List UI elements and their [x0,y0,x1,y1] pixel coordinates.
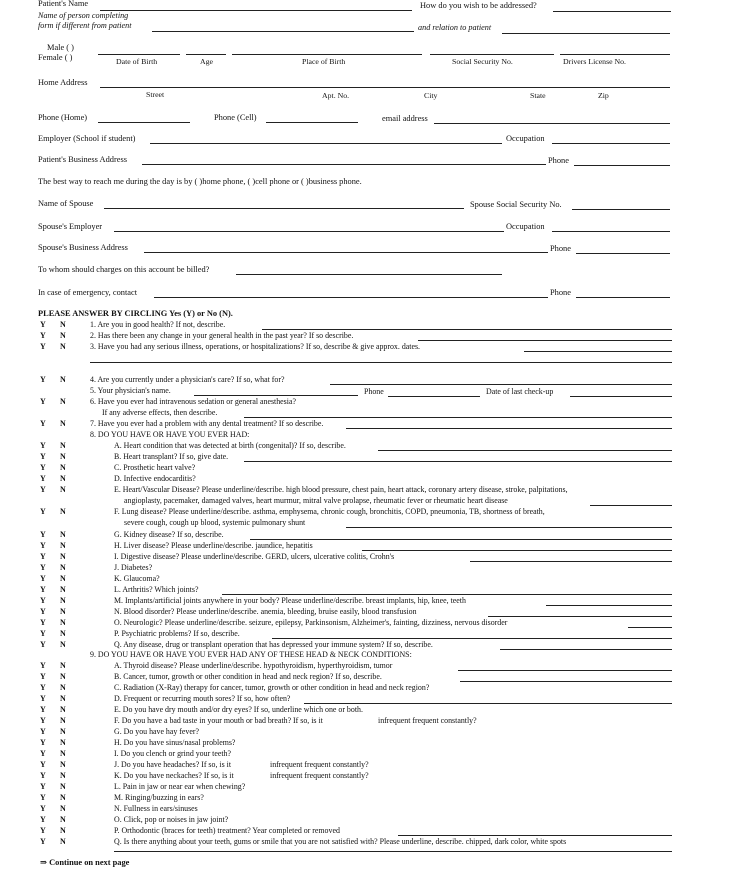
business-address-line[interactable] [142,164,546,165]
emergency-line[interactable] [154,297,548,298]
male-option[interactable]: Male ( ) [47,43,74,52]
patient-name-label: Patient's Name [38,0,89,8]
phone-cell-label: Phone (Cell) [214,113,257,122]
answer-yes[interactable]: Y [40,607,46,616]
q1-line[interactable] [262,329,672,330]
answer-no[interactable]: N [60,727,66,736]
question-9f: F. Do you have a bad taste in your mouth or bad breath? If so, is it [114,716,323,725]
answer-no[interactable]: N [60,793,66,802]
best-way-text[interactable]: The best way to reach me during the day is by ( )home phone, ( )cell phone or ( )business phone. [38,177,362,186]
answer-no[interactable]: N [60,375,66,384]
answer-no[interactable]: N [60,331,66,340]
email-line[interactable] [434,123,670,124]
q8i-line[interactable] [470,561,672,562]
answer-yes[interactable]: Y [40,837,46,846]
q5-name-line[interactable] [194,395,358,396]
answer-no[interactable]: N [60,563,66,572]
q5-checkup-label: Date of last check-up [486,387,554,396]
answer-yes[interactable]: Y [40,419,46,428]
spouse-business-address-label: Spouse's Business Address [38,243,128,252]
answer-no[interactable]: N [60,826,66,835]
question-1: 1. Are you in good health? If not, describe. [90,320,226,329]
patient-name-line[interactable] [100,10,412,11]
q8m-line[interactable] [546,605,672,606]
answer-yes[interactable]: Y [40,541,46,550]
answer-no[interactable]: N [60,760,66,769]
answer-yes[interactable]: Y [40,749,46,758]
answer-no[interactable]: N [60,342,66,351]
answer-yes[interactable]: Y [40,771,46,780]
answer-no[interactable]: N [60,661,66,670]
answer-yes[interactable]: Y [40,507,46,516]
answer-no[interactable]: N [60,683,66,692]
answer-yes[interactable]: Y [40,694,46,703]
answer-no[interactable]: N [60,716,66,725]
question-8j: J. Diabetes? [114,563,153,572]
answer-no[interactable]: N [60,441,66,450]
city-label: City [424,91,438,100]
home-address-line[interactable] [100,87,670,88]
question-8e-cont: angioplasty, pacemaker, damaged valves, heart murmur, mitral valve prolapse, rheumatic fever or rheumatic heart disease [124,496,508,505]
question-8m: M. Implants/artificial joints anywhere in your body? Please underline/describe. breast implants, hip, knee, teeth [114,596,466,605]
spouse-occupation-label: Occupation [506,222,545,231]
charges-line[interactable] [236,274,502,275]
q5-phone-line[interactable] [388,396,480,397]
completing-label-2: form if different from patient [38,21,132,30]
addressed-line[interactable] [553,11,671,12]
business-phone-label: Phone [548,156,569,165]
q9q-line[interactable] [114,851,672,852]
occupation-line[interactable] [552,143,670,144]
q7-line[interactable] [346,428,672,429]
question-8p: P. Psychiatric problems? If so, describe. [114,629,240,638]
questions-heading: PLEASE ANSWER BY CIRCLING Yes (Y) or No (N). [38,309,233,318]
employer-line[interactable] [150,143,502,144]
q8h-line[interactable] [362,550,672,551]
q8o-line[interactable] [628,627,672,628]
answer-yes[interactable]: Y [40,563,46,572]
q9p-line[interactable] [398,835,672,836]
employer-label: Employer (School if student) [38,134,136,143]
question-8e: E. Heart/Vascular Disease? Please underline/describe. high blood pressure, chest pain, heart attack, coronary artery disease, stroke, palpitations, [114,485,568,494]
question-8d: D. Infective endocarditis? [114,474,196,483]
answer-no[interactable]: N [60,837,66,846]
answer-no[interactable]: N [60,320,66,329]
business-phone-line[interactable] [574,165,670,166]
email-label: email address [382,114,428,123]
question-8f-cont: severe cough, cough up blood, systemic pulmonary shunt [124,518,306,527]
charges-label: To whom should charges on this account be billed? [38,265,210,274]
answer-no[interactable]: N [60,738,66,747]
answer-yes[interactable]: Y [40,672,46,681]
answer-no[interactable]: N [60,618,66,627]
answer-yes[interactable]: Y [40,596,46,605]
answer-yes[interactable]: Y [40,738,46,747]
q4-line[interactable] [330,384,672,385]
answer-no[interactable]: N [60,694,66,703]
question-9d: D. Frequent or recurring mouth sores? If so, how often? [114,694,291,703]
ssn-label: Social Security No. [452,57,513,66]
question-5: 5. Your physician's name. [90,386,171,395]
q8a-line[interactable] [378,450,672,451]
answer-yes[interactable]: Y [40,530,46,539]
q5-phone-label: Phone [364,387,384,396]
answer-no[interactable]: N [60,552,66,561]
answer-yes[interactable]: Y [40,485,46,494]
answer-no[interactable]: N [60,804,66,813]
answer-yes[interactable]: Y [40,640,46,649]
question-9k: K. Do you have neckaches? If so, is it [114,771,234,780]
spouse-occupation-line[interactable] [552,231,670,232]
answer-yes[interactable]: Y [40,661,46,670]
answer-no[interactable]: N [60,596,66,605]
question-8o: O. Neurologic? Please underline/describe. seizure, epilepsy, Parkinsonism, Alzheimer's, fainting, dizziness, nervous disorder [114,618,508,627]
q9f-options[interactable]: infrequent frequent constantly? [378,716,477,725]
street-label: Street [146,90,165,99]
spouse-ssn-label: Spouse Social Security No. [470,200,562,209]
answer-no[interactable]: N [60,815,66,824]
question-3: 3. Have you had any serious illness, operations, or hospitalizations? If so, describe & give approx. dates. [90,342,421,351]
question-9e: E. Do you have dry mouth and/or dry eyes? If so, underline which one or both. [114,705,363,714]
answer-yes[interactable]: Y [40,826,46,835]
business-address-label: Patient's Business Address [38,155,127,164]
phone-home-label: Phone (Home) [38,113,88,122]
question-9q: Q. Is there anything about your teeth, gums or smile that you are not satisfied with? Please underline, describe. chipped, dark color, white spots [114,837,567,846]
question-9: 9. DO YOU HAVE OR HAVE YOU EVER HAD ANY OF THESE HEAD & NECK CONDITIONS: [90,650,412,659]
answer-yes[interactable]: Y [40,683,46,692]
completing-label-1: Name of person completing [38,11,129,20]
answer-no[interactable]: N [60,463,66,472]
answer-no[interactable]: N [60,474,66,483]
question-6b: If any adverse effects, then describe. [102,408,218,417]
q8f-line[interactable] [346,527,672,528]
answer-yes[interactable]: Y [40,320,46,329]
answer-yes[interactable]: Y [40,331,46,340]
question-4: 4. Are you currently under a physician's care? If so, what for? [90,375,285,384]
answer-yes[interactable]: Y [40,342,46,351]
answer-no[interactable]: N [60,541,66,550]
q8p-line[interactable] [272,638,672,639]
answer-yes[interactable]: Y [40,815,46,824]
q8b-line[interactable] [244,461,672,462]
q8e-line[interactable] [590,505,672,506]
phone-cell-line[interactable] [266,122,358,123]
answer-yes[interactable]: Y [40,585,46,594]
q8l-line[interactable] [222,594,672,595]
question-7: 7. Have you ever had a problem with any dental treatment? If so describe. [90,419,324,428]
q9k-options[interactable]: infrequent frequent constantly? [270,771,369,780]
dob-line[interactable] [98,54,180,55]
spouse-business-address-line[interactable] [144,252,548,253]
answer-no[interactable]: N [60,397,66,406]
answer-no[interactable]: N [60,705,66,714]
question-9o: O. Click, pop or noises in jaw joint? [114,815,229,824]
answer-yes[interactable]: Y [40,629,46,638]
ssn-line[interactable] [430,54,554,55]
answer-no[interactable]: N [60,640,66,649]
answer-yes[interactable]: Y [40,574,46,583]
answer-no[interactable]: N [60,607,66,616]
question-6: 6. Have you ever had intravenous sedation or general anesthesia? [90,397,296,406]
answer-no[interactable]: N [60,419,66,428]
question-8q: Q. Any disease, drug or transplant operation that has depressed your immune system? If so, describe. [114,640,433,649]
q3-line[interactable] [524,351,672,352]
q9a-line[interactable] [458,670,672,671]
q5-checkup-line[interactable] [570,396,672,397]
age-line[interactable] [186,54,226,55]
question-9j: J. Do you have headaches? If so, is it [114,760,232,769]
question-8n: N. Blood disorder? Please underline/describe. anemia, bleeding, bruise easily, blood transfusion [114,607,417,616]
q8q-line[interactable] [500,649,672,650]
question-8h: H. Liver disease? Please underline/describe. jaundice, hepatitis [114,541,313,550]
dob-label: Date of Birth [116,57,158,66]
answer-yes[interactable]: Y [40,727,46,736]
question-8l: L. Arthritis? Which joints? [114,585,199,594]
question-9l: L. Pain in jaw or near ear when chewing? [114,782,246,791]
q9j-options[interactable]: infrequent frequent constantly? [270,760,369,769]
answer-no[interactable]: N [60,530,66,539]
question-9c: C. Radiation (X-Ray) therapy for cancer, tumor, growth or other condition in head and neck region? [114,683,430,692]
answer-no[interactable]: N [60,574,66,583]
phone-home-line[interactable] [98,122,190,123]
question-9h: H. Do you have sinus/nasal problems? [114,738,236,747]
question-8i: I. Digestive disease? Please underline/describe. GERD, ulcers, ulcerative colitis, Crohn's [114,552,395,561]
q3-line-2[interactable] [90,362,672,363]
answer-no[interactable]: N [60,485,66,494]
question-8c: C. Prosthetic heart valve? [114,463,196,472]
question-8b: B. Heart transplant? If so, give date. [114,452,229,461]
age-label: Age [200,57,213,66]
question-9b: B. Cancer, tumor, growth or other condition in head and neck region? If so, describe. [114,672,382,681]
answer-yes[interactable]: Y [40,793,46,802]
relation-label: and relation to patient [418,23,492,32]
answer-yes[interactable]: Y [40,716,46,725]
question-9m: M. Ringing/buzzing in ears? [114,793,204,802]
question-8a: A. Heart condition that was detected at birth (congenital)? If so, describe. [114,441,346,450]
pob-label: Place of Birth [302,57,346,66]
dl-label: Drivers License No. [563,57,627,66]
question-2: 2. Has there been any change in your general health in the past year? If so describe. [90,331,354,340]
occupation-label: Occupation [506,134,545,143]
question-9a: A. Thyroid disease? Please underline/describe. hypothyroidism, hyperthyroidism, tumor [114,661,393,670]
question-8k: K. Glaucoma? [114,574,160,583]
q8n-line[interactable] [488,616,672,617]
spouse-phone-line[interactable] [576,253,670,254]
emergency-label: In case of emergency, contact [38,288,138,297]
continue-note: ⇒ Continue on next page [40,858,130,867]
spouse-name-line[interactable] [104,208,464,209]
answer-no[interactable]: N [60,629,66,638]
spouse-phone-label: Phone [550,244,571,253]
q6-line[interactable] [244,417,672,418]
answer-yes[interactable]: Y [40,552,46,561]
emergency-phone-line[interactable] [576,297,670,298]
answer-yes[interactable]: Y [40,760,46,769]
answer-no[interactable]: N [60,782,66,791]
home-address-label: Home Address [38,78,88,87]
q9b-line[interactable] [460,681,672,682]
addressed-label: How do you wish to be addressed? [420,1,537,10]
question-9i: I. Do you clench or grind your teeth? [114,749,232,758]
answer-yes[interactable]: Y [40,618,46,627]
zip-label: Zip [598,91,609,100]
answer-no[interactable]: N [60,771,66,780]
answer-yes[interactable]: Y [40,375,46,384]
answer-no[interactable]: N [60,507,66,516]
dl-line[interactable] [560,54,670,55]
question-9p: P. Orthodontic (braces for teeth) treatment? Year completed or removed [114,826,340,835]
spouse-ssn-line[interactable] [572,209,670,210]
state-label: State [530,91,546,100]
spouse-employer-label: Spouse's Employer [38,222,103,231]
answer-yes[interactable]: Y [40,452,46,461]
relation-line[interactable] [502,33,670,34]
question-9g: G. Do you have hay fever? [114,727,200,736]
answer-no[interactable]: N [60,749,66,758]
answer-yes[interactable]: Y [40,804,46,813]
answer-yes[interactable]: Y [40,397,46,406]
q2-line[interactable] [418,340,672,341]
female-option[interactable]: Female ( ) [38,53,73,62]
answer-no[interactable]: N [60,585,66,594]
pob-line[interactable] [232,54,422,55]
answer-no[interactable]: N [60,672,66,681]
answer-no[interactable]: N [60,452,66,461]
question-8: 8. DO YOU HAVE OR HAVE YOU EVER HAD: [90,430,250,439]
question-9n: N. Fullness in ears/sinuses [114,804,198,813]
apt-label: Apt. No. [322,91,350,100]
question-8g: G. Kidney disease? If so, describe. [114,530,224,539]
answer-yes[interactable]: Y [40,463,46,472]
q8g-line[interactable] [250,539,672,540]
answer-yes[interactable]: Y [40,441,46,450]
spouse-name-label: Name of Spouse [38,199,94,208]
completing-line[interactable] [152,31,414,32]
answer-yes[interactable]: Y [40,474,46,483]
question-8f: F. Lung disease? Please underline/describe. asthma, emphysema, chronic cough, bronchitis, COPD, pneumonia, TB, shortness of breath, [114,507,545,516]
emergency-phone-label: Phone [550,288,571,297]
answer-yes[interactable]: Y [40,705,46,714]
spouse-employer-line[interactable] [114,231,504,232]
q9d-line[interactable] [304,703,672,704]
answer-yes[interactable]: Y [40,782,46,791]
